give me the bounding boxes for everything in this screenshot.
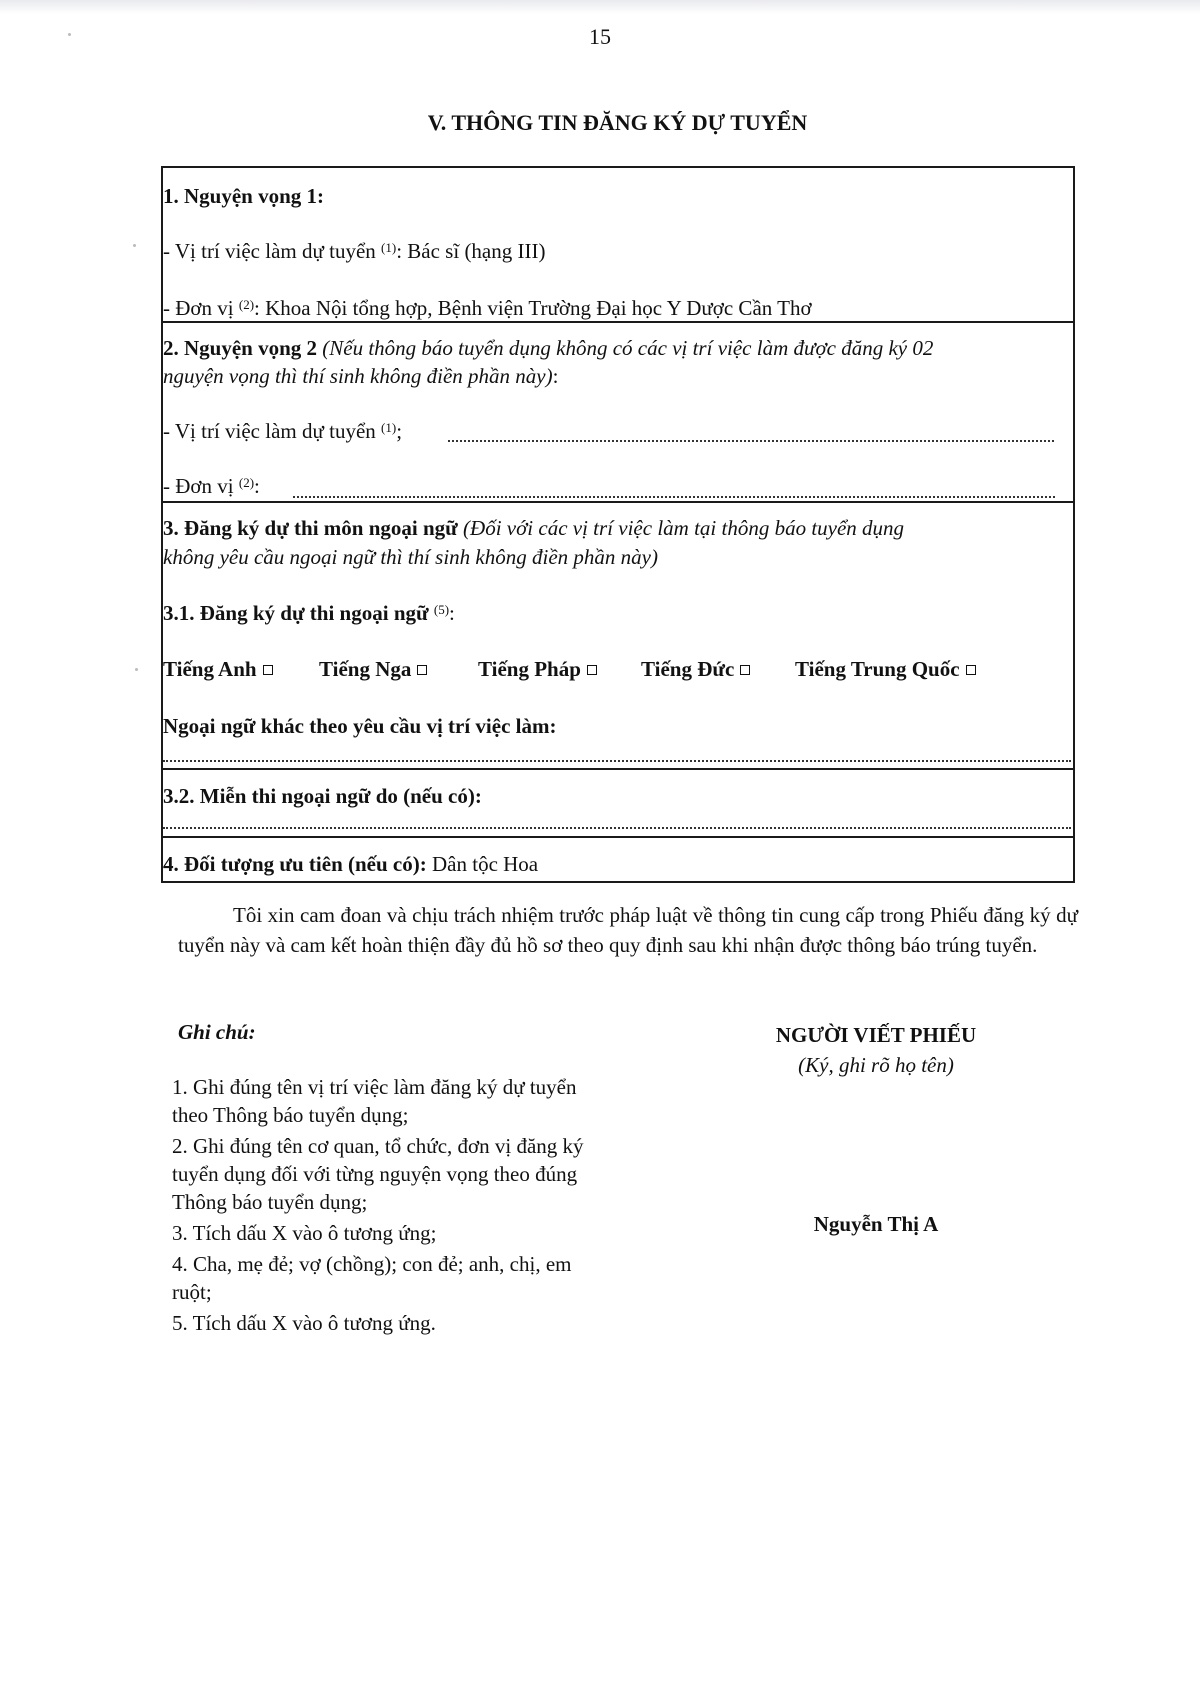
aspiration2-position-fill-line[interactable]: [448, 440, 1054, 442]
priority-label: 4. Đối tượng ưu tiên (nếu có):: [163, 852, 427, 876]
checkbox-chinese[interactable]: [966, 665, 976, 675]
aspiration2-note-line2: nguyện vọng thì thí sinh không điền phần này): [163, 364, 553, 388]
priority-row: [163, 852, 538, 876]
aspiration2-unit-label: - Đơn vị: [163, 474, 234, 498]
aspiration1-unit-label: - Đơn vị: [163, 296, 234, 320]
aspiration2-note-line1: (Nếu thông báo tuyển dụng không có các vị trí việc làm được đăng ký 02: [322, 336, 934, 360]
notes-list: [172, 1073, 602, 1340]
note-item: 5. Tích dấu X vào ô tương ứng.: [172, 1311, 436, 1335]
notes-title: Ghi chú:: [178, 1020, 256, 1044]
foreign-language-sub1: [163, 601, 455, 625]
foreign-language-title: 3. Đăng ký dự thi môn ngoại ngữ: [163, 516, 458, 540]
checkbox-german[interactable]: [740, 665, 750, 675]
signer-instruction: (Ký, ghi rõ họ tên): [798, 1053, 954, 1077]
aspiration2-position: [163, 419, 402, 443]
page-number: 15: [589, 24, 611, 49]
note-item: 2. Ghi đúng tên cơ quan, tổ chức, đơn vị đăng ký tuyển dụng đối với từng nguyện vọng theo đúng Thông báo tuyển dụng;: [172, 1134, 584, 1214]
language-option-label: Tiếng Pháp: [478, 657, 581, 681]
language-option-label: Tiếng Nga: [319, 657, 412, 681]
foreign-language-title-line: [163, 516, 904, 540]
note-item: 4. Cha, mẹ đẻ; vợ (chồng); con đẻ; anh, chị, em ruột;: [172, 1252, 572, 1304]
aspiration2-note-colon: :: [552, 364, 559, 388]
declaration-paragraph: [178, 900, 1078, 960]
language-option-german: [641, 657, 750, 681]
footnote-ref: (5): [433, 602, 450, 617]
footnote-ref: (2): [238, 297, 255, 312]
language-option-english: [163, 657, 273, 681]
aspiration1-unit-value: : Khoa Nội tổng hợp, Bệnh viện Trường Đại học Y Dược Cần Thơ: [254, 296, 812, 320]
aspiration2-position-end: ;: [396, 419, 403, 443]
scan-speck: [133, 244, 136, 247]
aspiration2-unit-fill-line[interactable]: [293, 496, 1055, 498]
scan-top-shadow: [0, 0, 1200, 14]
other-language-label: Ngoại ngữ khác theo yêu cầu vị trí việc làm:: [163, 714, 557, 738]
language-option-label: Tiếng Anh: [163, 657, 257, 681]
signer-name: Nguyễn Thị A: [813, 1212, 939, 1236]
aspiration1-unit: [163, 296, 812, 320]
language-exemption-label: 3.2. Miễn thi ngoại ngữ do (nếu có):: [163, 784, 482, 808]
language-option-chinese: [795, 657, 976, 681]
row-divider: [163, 768, 1073, 770]
note-item: 3. Tích dấu X vào ô tương ứng;: [172, 1221, 437, 1245]
aspiration2-unit: [163, 474, 260, 498]
foreign-language-note-line2: không yêu cầu ngoại ngữ thì thí sinh không điền phần này): [163, 545, 658, 569]
aspiration1-position-label: - Vị trí việc làm dự tuyển: [163, 239, 376, 263]
signer-title: NGƯỜI VIẾT PHIẾU: [775, 1023, 977, 1047]
note-item: 1. Ghi đúng tên vị trí việc làm đăng ký dự tuyển theo Thông báo tuyển dụng;: [172, 1075, 577, 1127]
language-option-label: Tiếng Trung Quốc: [795, 657, 960, 681]
aspiration2-position-label: - Vị trí việc làm dự tuyển: [163, 419, 376, 443]
foreign-language-sub1-title: 3.1. Đăng ký dự thi ngoại ngữ: [163, 601, 429, 625]
foreign-language-sub1-colon: :: [449, 601, 455, 625]
checkbox-russian[interactable]: [417, 665, 427, 675]
checkbox-french[interactable]: [587, 665, 597, 675]
aspiration2-title: 2. Nguyện vọng 2: [163, 336, 318, 360]
aspiration1-position-value: : Bác sĩ (hạng III): [396, 239, 546, 263]
registration-form-table: [161, 166, 1075, 883]
foreign-language-note-line1: (Đối với các vị trí việc làm tại thông báo tuyển dụng: [463, 516, 905, 540]
aspiration2-title-line: [163, 336, 933, 360]
footnote-ref: (2): [238, 475, 255, 490]
aspiration2-note-line2-row: [163, 364, 558, 388]
checkbox-english[interactable]: [263, 665, 273, 675]
language-exemption-fill-line[interactable]: [163, 827, 1071, 829]
scan-speck: [135, 668, 138, 671]
language-option-french: [478, 657, 597, 681]
aspiration2-unit-end: :: [254, 474, 260, 498]
aspiration1-title: 1. Nguyện vọng 1:: [163, 184, 325, 208]
language-option-label: Tiếng Đức: [641, 657, 735, 681]
other-language-fill-line[interactable]: [163, 760, 1071, 762]
aspiration1-position: [163, 239, 545, 263]
footnote-ref: (1): [381, 240, 397, 255]
row-divider: [163, 321, 1073, 323]
row-divider: [163, 501, 1073, 503]
declaration-text: Tôi xin cam đoan và chịu trách nhiệm trước pháp luật về thông tin cung cấp trong Phiếu đăng ký dự tuyển này và cam kết hoàn thiện đầy đủ hồ sơ theo quy định sau khi nhận được thông báo trúng tuyển.: [178, 903, 1078, 957]
priority-value: Dân tộc Hoa: [426, 852, 539, 876]
row-divider: [163, 836, 1073, 838]
footnote-ref: (1): [381, 420, 397, 435]
section-heading: V. THÔNG TIN ĐĂNG KÝ DỰ TUYỂN: [427, 110, 808, 135]
language-option-russian: [319, 657, 427, 681]
